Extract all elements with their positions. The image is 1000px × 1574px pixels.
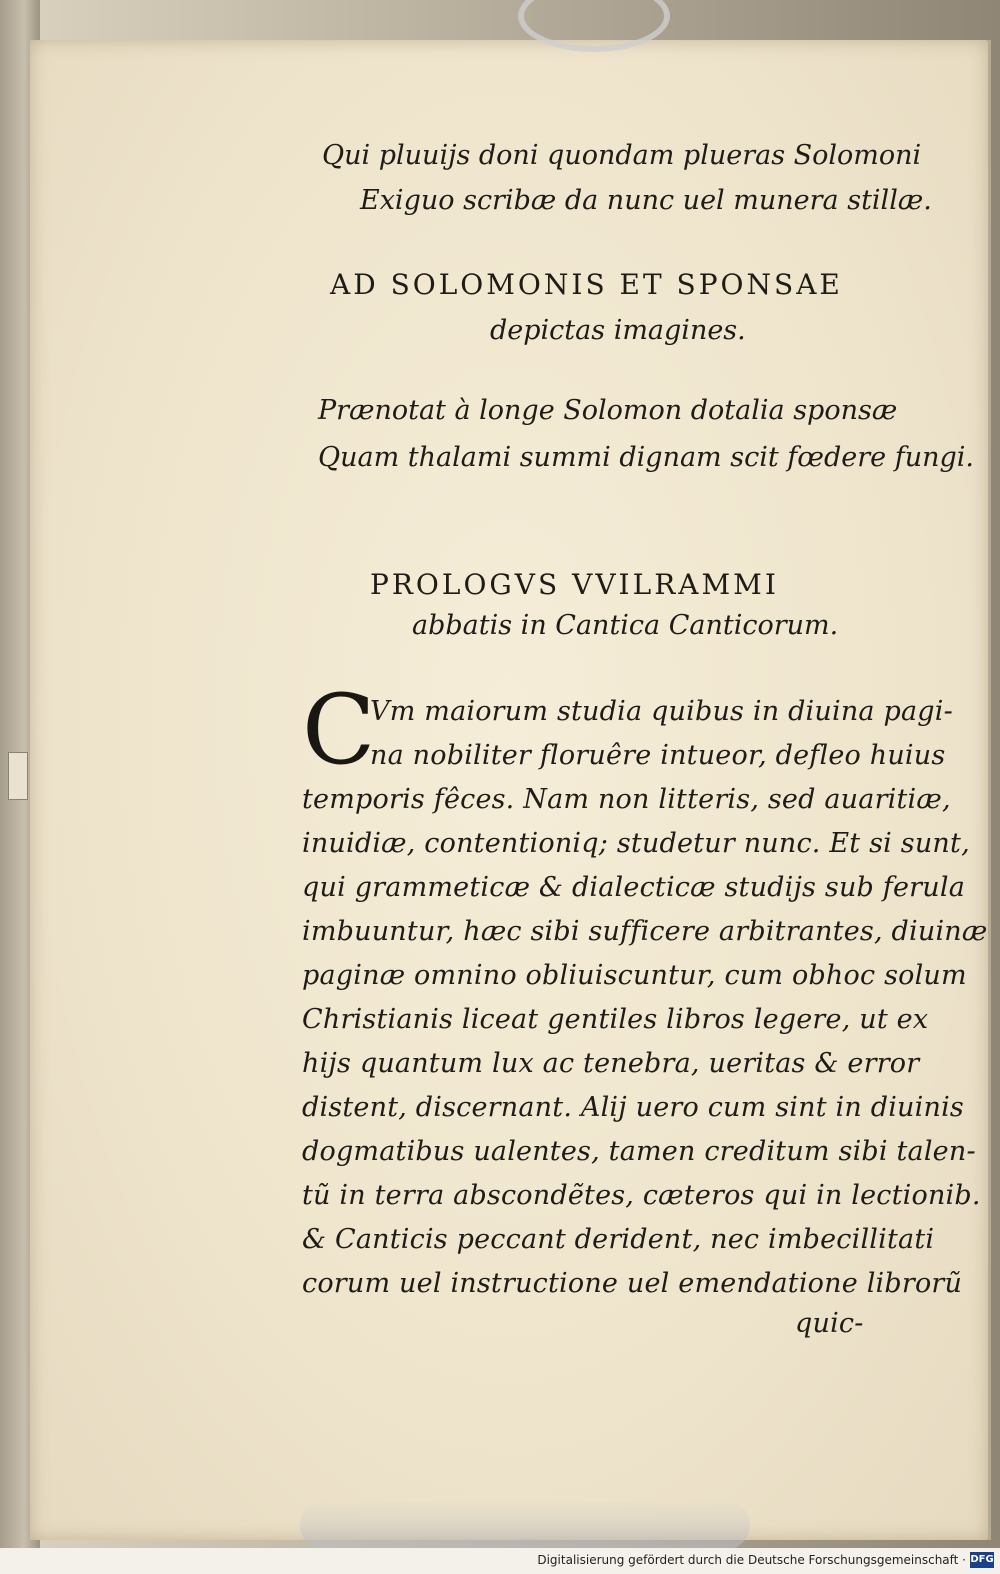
body-line-10: distent, discernant. Alij uero cum sint in diuinis xyxy=(302,1092,964,1123)
verse-line-1: Qui pluuijs doni quondam plueras Solomoni xyxy=(322,140,922,171)
heading-solomon-sponsae: AD SOLOMONIS ET SPONSAE xyxy=(330,268,843,301)
body-line-5: qui grammeticæ & dialecticæ studijs sub ferula xyxy=(302,872,966,903)
body-line-6: imbuuntur, hæc sibi sufficere arbitrantes, diuinæ xyxy=(302,916,988,947)
verse-line-2: Exiguo scribæ da nunc uel munera stillæ. xyxy=(360,185,932,216)
body-line-12: tũ in terra abscondẽtes, cæteros qui in lectionib. xyxy=(302,1180,981,1211)
body-line-9: hijs quantum lux ac tenebra, ueritas & error xyxy=(302,1048,920,1079)
body-line-3: temporis fêces. Nam non litteris, sed auaritiæ, xyxy=(302,784,951,815)
body-line-8: Christianis liceat gentiles libros legere, ut ex xyxy=(302,1004,929,1035)
bottom-clip-shadow xyxy=(300,1500,750,1550)
verse-line-4: Quam thalami summi dignam scit fœdere fungi. xyxy=(318,442,974,473)
page-tab-marker xyxy=(8,752,28,800)
body-line-2: na nobiliter floruêre intueor, defleo huius xyxy=(370,740,946,771)
heading-prologus: PROLOGVS VVILRAMMI xyxy=(370,568,779,601)
body-line-4: inuidiæ, contentioniq; studetur nunc. Et si sunt, xyxy=(302,828,970,859)
footer-credit-text: Digitalisierung gefördert durch die Deutsche Forschungsgemeinschaft · xyxy=(537,1553,966,1567)
heading-abbatis: abbatis in Cantica Canticorum. xyxy=(412,610,839,641)
body-line-11: dogmatibus ualentes, tamen creditum sibi talen- xyxy=(302,1136,976,1167)
book-page xyxy=(30,40,988,1540)
drop-cap-initial: C xyxy=(302,674,376,786)
body-line-14: corum uel instructione uel emendatione librorũ xyxy=(302,1268,963,1299)
dfg-logo: DFG xyxy=(970,1552,994,1568)
body-line-1: Vm maiorum studia quibus in diuina pagi- xyxy=(370,696,953,727)
page-edge xyxy=(988,40,991,1540)
catchword: quic- xyxy=(795,1308,864,1339)
digitization-footer xyxy=(0,1548,1000,1574)
body-line-13: & Canticis peccant derident, nec imbecillitati xyxy=(302,1224,935,1255)
verse-line-3: Prænotat à longe Solomon dotalia sponsæ xyxy=(318,395,898,426)
heading-depictas-imagines: depictas imagines. xyxy=(490,315,746,346)
body-line-7: paginæ omnino obliuiscuntur, cum obhoc solum xyxy=(302,960,967,991)
